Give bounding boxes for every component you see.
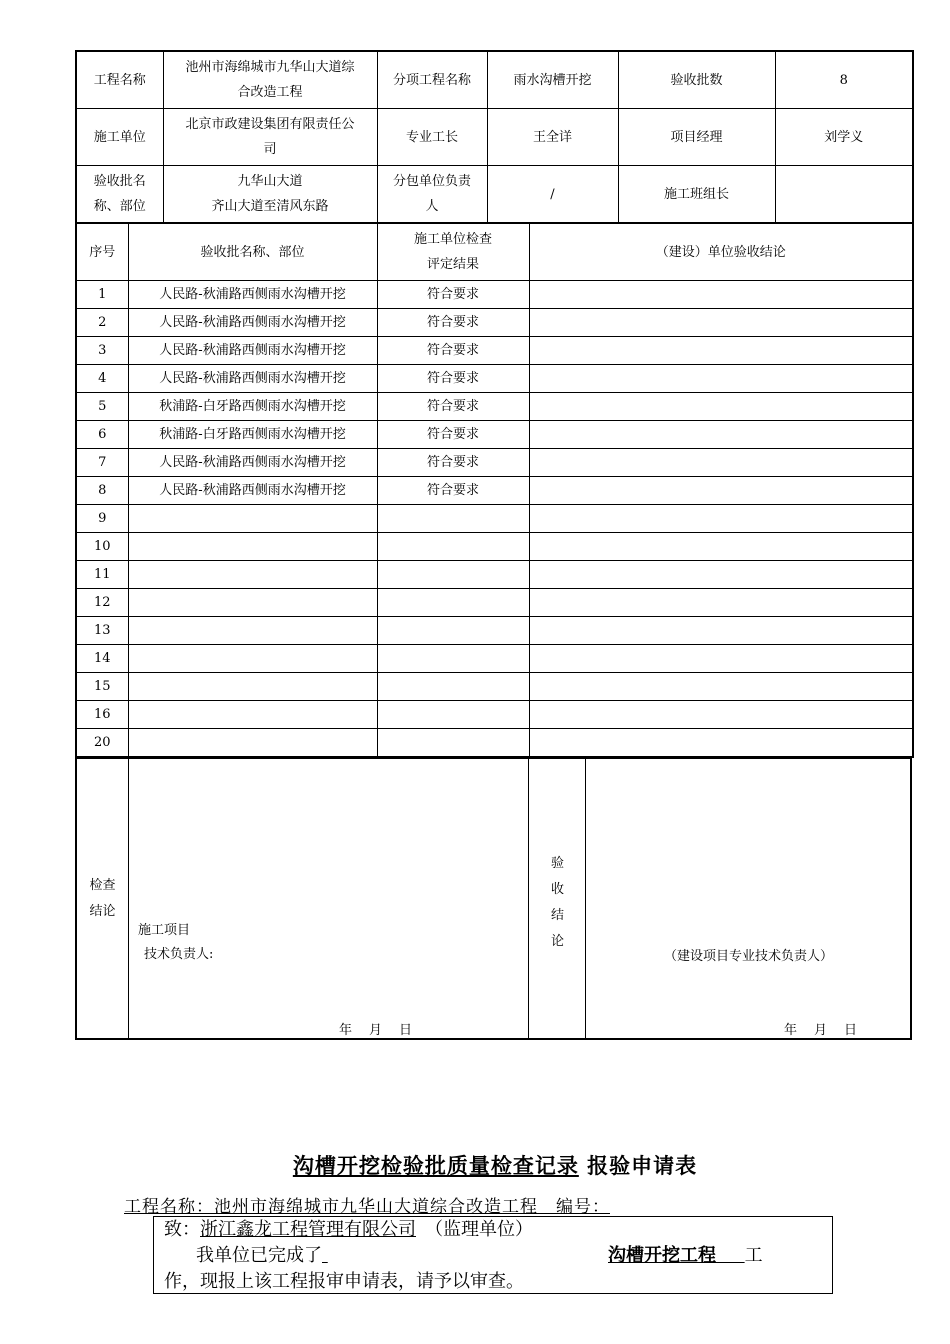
acceptance-conclusion-cell	[585, 759, 910, 1038]
cell-result	[377, 561, 529, 589]
cell-no: 5	[76, 393, 128, 421]
header-table	[75, 50, 914, 223]
cell-conclusion	[529, 393, 913, 421]
cell-name: 人民路-秋浦路西侧雨水沟槽开挖	[128, 309, 377, 337]
cell-name	[128, 533, 377, 561]
table-row	[76, 477, 913, 505]
sub-project-value: 雨水沟槽开挖	[487, 51, 618, 109]
cell-conclusion	[529, 449, 913, 477]
cell-conclusion	[529, 645, 913, 673]
manager-label: 项目经理	[618, 109, 775, 166]
cell-no: 15	[76, 673, 128, 701]
cell-no: 13	[76, 617, 128, 645]
date-right: 年 月 日	[784, 1023, 860, 1038]
cell-name: 人民路-秋浦路西侧雨水沟槽开挖	[128, 337, 377, 365]
acceptance-label-cell	[528, 759, 586, 1038]
cell-name: 秋浦路-白牙路西侧雨水沟槽开挖	[128, 421, 377, 449]
cell-result: 符合要求	[377, 309, 529, 337]
subcontract-label: 分包单位负责 人	[377, 166, 487, 223]
cell-result	[377, 645, 529, 673]
cell-name: 人民路-秋浦路西侧雨水沟槽开挖	[128, 477, 377, 505]
request-line: 作，现报上该工程报审申请表，请予以审查。	[164, 1271, 524, 1292]
acceptance-label: 验 收 结 论	[550, 856, 564, 949]
sub-project-label: 分项工程名称	[377, 51, 487, 109]
cell-result: 符合要求	[377, 281, 529, 309]
cell-no: 10	[76, 533, 128, 561]
col-result: 施工单位检查 评定结果	[377, 224, 529, 281]
cell-name: 秋浦路-白牙路西侧雨水沟槽开挖	[128, 393, 377, 421]
cell-conclusion	[529, 533, 913, 561]
cell-name	[128, 589, 377, 617]
table-row	[76, 589, 913, 617]
cell-no: 8	[76, 477, 128, 505]
project-name-label: 工程名称	[76, 51, 163, 109]
cell-no: 14	[76, 645, 128, 673]
table-row	[76, 701, 913, 729]
work-name: 沟槽开挖工程	[608, 1245, 716, 1266]
cell-result: 符合要求	[377, 393, 529, 421]
team-leader-value	[775, 166, 913, 223]
cell-conclusion	[529, 561, 913, 589]
cell-no: 4	[76, 365, 128, 393]
cell-result	[377, 673, 529, 701]
col-conclusion: （建设）单位验收结论	[529, 224, 913, 281]
header-row-project	[76, 51, 913, 109]
header-row-batch	[76, 166, 913, 223]
cell-no: 1	[76, 281, 128, 309]
table-row	[76, 365, 913, 393]
check-conclusion-label-cell	[77, 759, 128, 1038]
cell-result	[377, 505, 529, 533]
foreman-value: 王全详	[487, 109, 618, 166]
table-row	[76, 505, 913, 533]
batch-table-header	[76, 224, 913, 281]
cell-result	[377, 729, 529, 758]
cell-result: 符合要求	[377, 337, 529, 365]
cell-name	[128, 561, 377, 589]
cell-result	[377, 589, 529, 617]
cell-conclusion	[529, 477, 913, 505]
construction-unit-value: 北京市政建设集团有限责任公 司	[163, 109, 377, 166]
cell-no: 16	[76, 701, 128, 729]
subcontract-value: /	[487, 166, 618, 223]
cell-conclusion	[529, 729, 913, 758]
conclusion-section	[75, 758, 912, 1040]
col-no: 序号	[76, 224, 128, 281]
batch-table	[75, 223, 914, 758]
cell-name: 人民路-秋浦路西侧雨水沟槽开挖	[128, 449, 377, 477]
cell-conclusion	[529, 673, 913, 701]
manager-value: 刘学义	[775, 109, 913, 166]
table-row	[76, 337, 913, 365]
owner-tech-responsible: （建设项目专业技术负责人）	[664, 949, 834, 964]
cell-conclusion	[529, 589, 913, 617]
application-box	[153, 1216, 833, 1294]
table-row	[76, 281, 913, 309]
cell-result: 符合要求	[377, 421, 529, 449]
table-row	[76, 533, 913, 561]
table-row	[76, 673, 913, 701]
col-name: 验收批名称、部位	[128, 224, 377, 281]
cell-no: 6	[76, 421, 128, 449]
table-row	[76, 421, 913, 449]
application-form-title: 沟槽开挖检验批质量检查记录 报验申请表	[292, 1153, 698, 1178]
cell-conclusion	[529, 309, 913, 337]
cell-name: 人民路-秋浦路西侧雨水沟槽开挖	[128, 365, 377, 393]
cell-result	[377, 533, 529, 561]
cell-result: 符合要求	[377, 365, 529, 393]
batch-name-value: 九华山大道 齐山大道至清风东路	[163, 166, 377, 223]
cell-name	[128, 505, 377, 533]
cell-no: 20	[76, 729, 128, 758]
batch-table-body	[76, 281, 913, 758]
cell-name	[128, 645, 377, 673]
project-name-value: 池州市海绵城市九华山大道综 合改造工程	[163, 51, 377, 109]
cell-conclusion	[529, 421, 913, 449]
cell-conclusion	[529, 701, 913, 729]
application-project-line: 工程名称：池州市海绵城市九华山大道综合改造工程 编号：	[124, 1197, 610, 1217]
cell-result: 符合要求	[377, 477, 529, 505]
batch-count-value: 8	[775, 51, 913, 109]
cell-conclusion	[529, 281, 913, 309]
cell-no: 12	[76, 589, 128, 617]
cell-conclusion	[529, 365, 913, 393]
cell-result	[377, 617, 529, 645]
table-row	[76, 645, 913, 673]
table-row	[76, 729, 913, 758]
table-row	[76, 561, 913, 589]
batch-count-label: 验收批数	[618, 51, 775, 109]
cell-name	[128, 617, 377, 645]
cell-name	[128, 673, 377, 701]
cell-name: 人民路-秋浦路西侧雨水沟槽开挖	[128, 281, 377, 309]
cell-conclusion	[529, 337, 913, 365]
check-conclusion-cell	[128, 759, 529, 1038]
table-row	[76, 309, 913, 337]
date-left: 年 月 日	[339, 1023, 415, 1038]
batch-name-label: 验收批名 称、部位	[76, 166, 163, 223]
cell-conclusion	[529, 505, 913, 533]
inspection-record-sheet	[75, 50, 914, 758]
cell-result	[377, 701, 529, 729]
cell-conclusion	[529, 617, 913, 645]
foreman-label: 专业工长	[377, 109, 487, 166]
cell-no: 11	[76, 561, 128, 589]
cell-no: 7	[76, 449, 128, 477]
table-row	[76, 393, 913, 421]
cell-no: 3	[76, 337, 128, 365]
construction-unit-label: 施工单位	[76, 109, 163, 166]
supervisor-name: 浙江鑫龙工程管理有限公司	[200, 1219, 416, 1240]
table-row	[76, 617, 913, 645]
cell-name	[128, 729, 377, 758]
cell-name	[128, 701, 377, 729]
tech-responsible-label: 施工项目 技术负责人:	[138, 923, 214, 962]
to-line: 致：浙江鑫龙工程管理有限公司 （监理单位）	[164, 1219, 533, 1240]
cell-result: 符合要求	[377, 449, 529, 477]
header-row-unit	[76, 109, 913, 166]
team-leader-label: 施工班组长	[618, 166, 775, 223]
cell-no: 2	[76, 309, 128, 337]
check-conclusion-label: 检查 结论	[89, 878, 116, 919]
cell-no: 9	[76, 505, 128, 533]
completed-line: 我单位已完成了 沟槽开挖工程 工	[196, 1245, 763, 1266]
table-row	[76, 449, 913, 477]
